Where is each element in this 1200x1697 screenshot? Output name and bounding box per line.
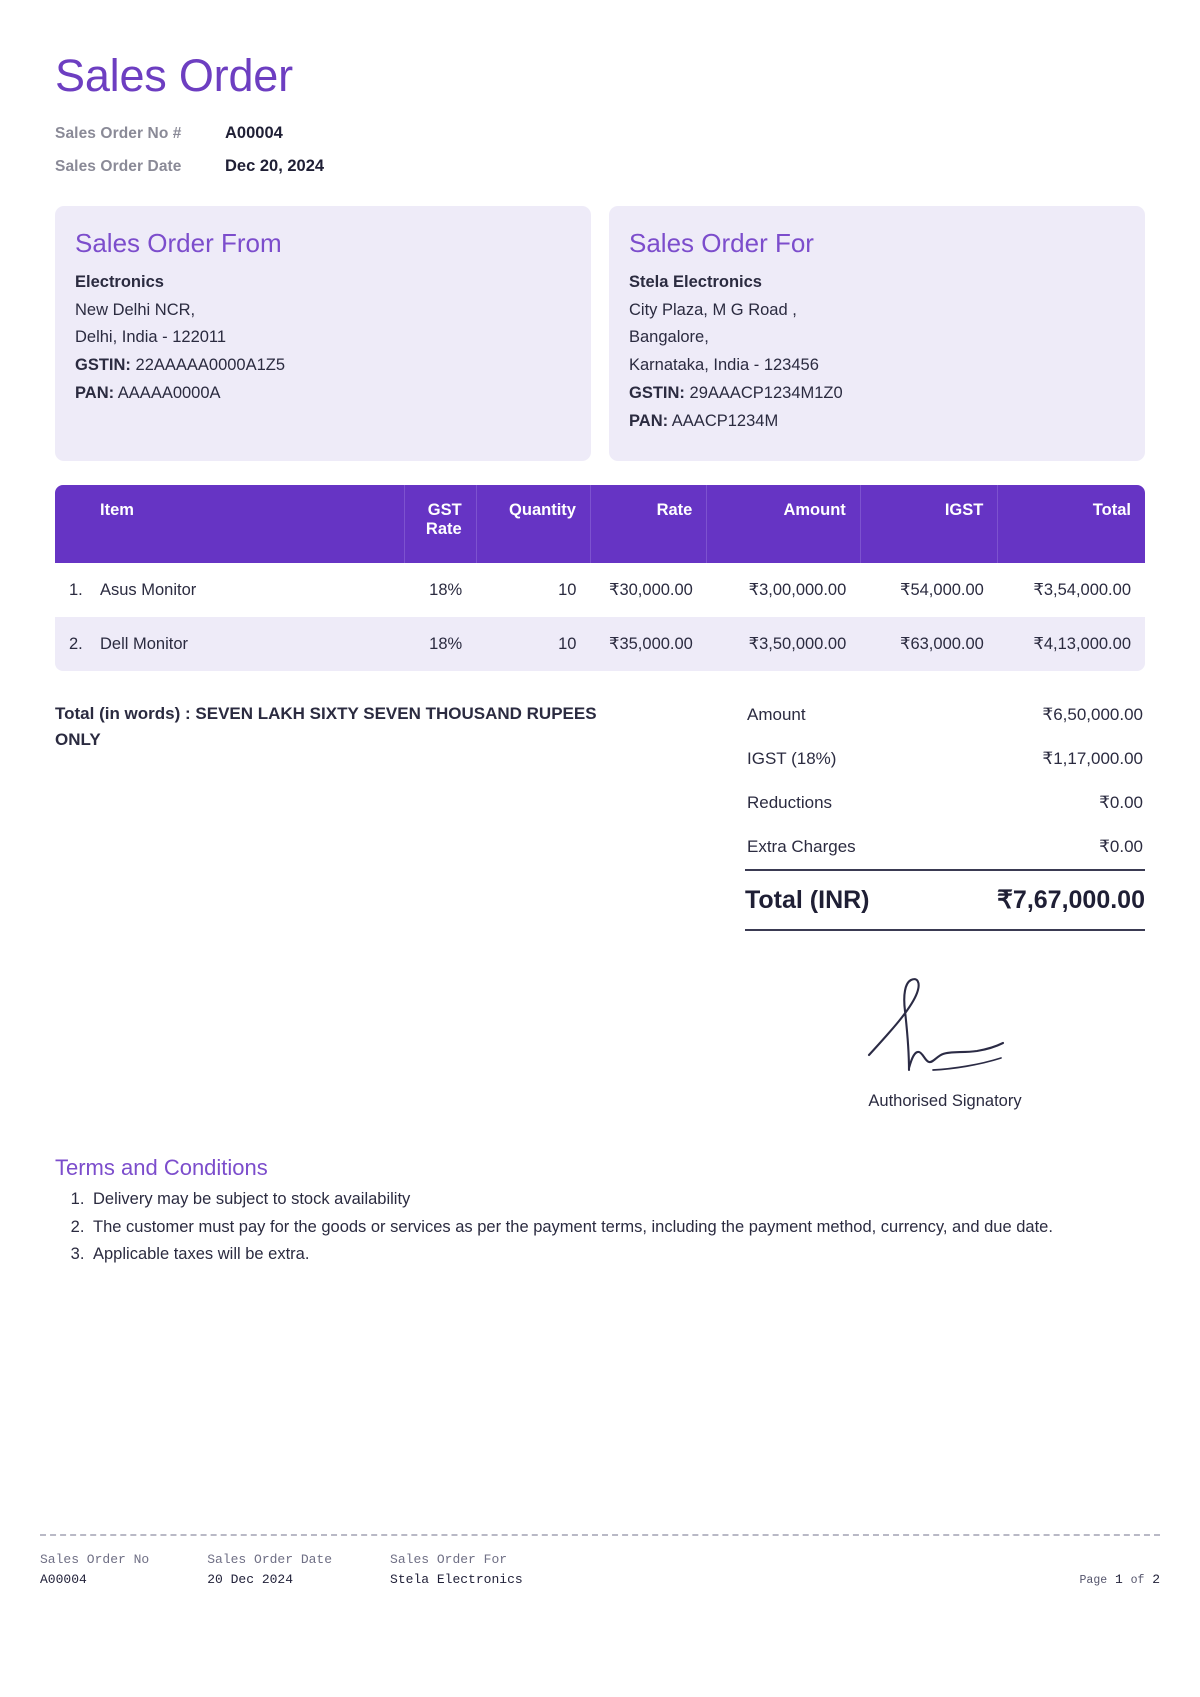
column-header-total: Total [998, 485, 1145, 563]
list-item: 3. Applicable taxes will be extra. [89, 1242, 1145, 1268]
totals-block [745, 693, 1145, 931]
totals-value-extra-charges: ₹0.00 [1099, 837, 1143, 857]
column-header-gst-rate: GST Rate [404, 485, 476, 563]
column-header-igst: IGST [860, 485, 998, 563]
grand-total-value: ₹7,67,000.00 [928, 870, 1145, 930]
grand-total-label: Total (INR) [745, 870, 928, 930]
for-pan-label: PAN: [629, 411, 669, 430]
from-address-line-2: Delhi, India - 122011 [75, 328, 227, 347]
table-row [55, 563, 1145, 617]
totals-row-amount [745, 693, 1145, 737]
from-gstin [75, 352, 571, 380]
totals-label-extra-charges: Extra Charges [747, 837, 856, 857]
table-row [55, 617, 1145, 671]
totals-value-amount: ₹6,50,000.00 [1042, 705, 1143, 725]
totals-row-reductions [745, 781, 1145, 825]
for-address-line-3: Karnataka, India - 123456 [629, 356, 819, 375]
row-item-name: Asus Monitor [100, 580, 197, 599]
footer-divider [40, 1534, 1160, 1536]
footer-order-date-value: 20 Dec 2024 [207, 1572, 294, 1587]
row-igst: ₹54,000.00 [899, 581, 984, 600]
footer-order-for [390, 1552, 523, 1587]
footer-page-indicator [1080, 1572, 1160, 1587]
terms-and-conditions-section [55, 1155, 1145, 1268]
footer-page-total: 2 [1152, 1572, 1160, 1587]
column-header-item: Item [55, 485, 404, 563]
for-gstin [629, 380, 1125, 408]
signature-block [745, 973, 1145, 1111]
totals-row-extra-charges [745, 825, 1145, 870]
footer-order-no-label: Sales Order No [40, 1552, 150, 1567]
order-date-row [55, 157, 1145, 176]
page-footer [40, 1534, 1160, 1587]
totals-label-amount: Amount [747, 705, 806, 725]
sales-order-from-heading: Sales Order From [75, 227, 282, 258]
row-gst-rate: 18% [429, 580, 463, 599]
for-gstin-label: GSTIN: [629, 383, 685, 402]
from-gstin-label: GSTIN: [75, 356, 131, 375]
footer-page-word: Page [1079, 1574, 1108, 1587]
footer-order-no-value: A00004 [40, 1572, 87, 1587]
from-pan [75, 380, 571, 408]
row-igst: ₹63,000.00 [860, 617, 998, 671]
order-number-label: Sales Order No # [55, 124, 182, 142]
row-rate: ₹35,000.00 [590, 617, 706, 671]
row-amount: ₹3,00,000.00 [748, 581, 847, 600]
totals-table [745, 693, 1145, 931]
row-item-name-cell [55, 617, 404, 671]
summary-section [55, 693, 1145, 931]
totals-row-grand-total [745, 870, 1145, 930]
order-date-label: Sales Order Date [55, 157, 182, 175]
footer-of-word: of [1130, 1574, 1145, 1587]
footer-columns [40, 1552, 1160, 1587]
row-gst-rate: 18% [404, 617, 476, 671]
handwritten-signature-icon [845, 973, 1045, 1078]
row-index: 2. [69, 634, 83, 653]
totals-row-igst [745, 737, 1145, 781]
footer-order-date-label: Sales Order Date [207, 1552, 333, 1567]
row-rate: ₹30,000.00 [608, 581, 693, 600]
sales-order-from-card [55, 206, 591, 462]
for-company-name: Stela Electronics [629, 272, 762, 291]
footer-order-date [207, 1552, 332, 1587]
row-total: ₹3,54,000.00 [1033, 581, 1131, 600]
total-in-words-block [55, 693, 655, 752]
order-number-row [55, 124, 1145, 143]
party-cards [55, 206, 1145, 462]
signature-image [745, 973, 1145, 1078]
from-address-line-1: New Delhi NCR, [75, 300, 196, 319]
totals-label-igst: IGST (18%) [747, 749, 837, 769]
totals-value-reductions: ₹0.00 [1099, 793, 1143, 813]
footer-order-no [40, 1552, 149, 1587]
terms-list [55, 1187, 1145, 1268]
row-index: 1. [69, 580, 83, 599]
page-title: Sales Order [55, 50, 293, 101]
totals-value-igst: ₹1,17,000.00 [1042, 749, 1143, 769]
from-pan-label: PAN: [75, 383, 115, 402]
column-header-rate: Rate [590, 485, 706, 563]
signature-caption: Authorised Signatory [868, 1092, 1022, 1111]
row-quantity: 10 [558, 580, 577, 599]
row-total: ₹4,13,000.00 [998, 617, 1145, 671]
for-address-line-2: Bangalore, [629, 328, 709, 347]
for-pan-value: AAACP1234M [671, 411, 779, 430]
row-amount: ₹3,50,000.00 [707, 617, 860, 671]
from-gstin-value: 22AAAAA0000A1Z5 [135, 356, 286, 375]
sales-order-for-heading: Sales Order For [629, 227, 814, 258]
total-in-words: Total (in words) : SEVEN LAKH SIXTY SEVEN THOUSAND RUPEES ONLY [55, 704, 597, 749]
order-date-value: Dec 20, 2024 [225, 156, 325, 175]
row-quantity: 10 [476, 617, 590, 671]
for-pan [629, 408, 1125, 436]
sales-order-for-card [609, 206, 1145, 462]
footer-page-number: 1 [1114, 1572, 1123, 1587]
for-gstin-value: 29AAACP1234M1Z0 [689, 383, 843, 402]
footer-order-for-value: Stela Electronics [390, 1572, 523, 1587]
table-header-row [55, 485, 1145, 563]
list-item: 1. Delivery may be subject to stock availability [89, 1187, 1145, 1213]
column-header-quantity: Quantity [476, 485, 590, 563]
line-items-table [55, 485, 1145, 671]
totals-label-reductions: Reductions [747, 793, 833, 813]
row-item-name: Dell Monitor [100, 634, 189, 653]
from-company-name: Electronics [75, 272, 164, 291]
for-address-line-1: City Plaza, M G Road , [629, 300, 797, 319]
column-header-amount: Amount [707, 485, 860, 563]
footer-order-for-label: Sales Order For [390, 1552, 508, 1567]
from-pan-value: AAAAA0000A [117, 383, 221, 402]
order-number-value: A00004 [225, 123, 283, 142]
row-item-name-cell [55, 563, 404, 617]
terms-title: Terms and Conditions [55, 1155, 268, 1181]
order-meta [55, 124, 1145, 176]
list-item: 2. The customer must pay for the goods or services as per the payment terms, including the payment method, currency, and due date. [89, 1215, 1145, 1241]
